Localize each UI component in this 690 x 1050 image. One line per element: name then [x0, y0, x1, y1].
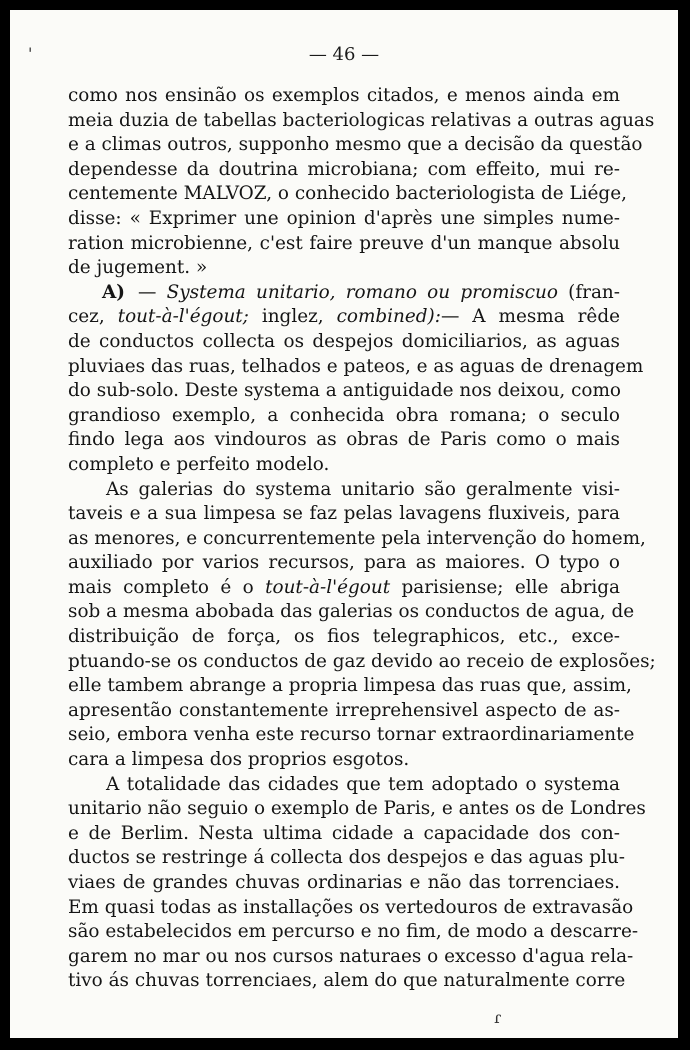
text-line: sob a mesma abobada das galerias os conductos de agua, de	[68, 601, 635, 623]
french-term: tout-à-l'égout	[265, 576, 391, 598]
text-line: seio, embora venha este recurso tornar extraordinariamente	[68, 724, 635, 746]
text-line: são estabelecidos em percurso e no fim, de modo a descarre-	[68, 921, 639, 943]
text-line: auxiliado por varios recursos, para as maiores. O typo o	[68, 552, 620, 574]
text-line: findo lega aos vindouros as obras de Paris como o mais	[68, 429, 620, 451]
text-line: As galerias do systema unitario são geralmente visi-	[106, 478, 620, 500]
english-term: combined):	[336, 306, 441, 328]
page-number: — 46 —	[308, 44, 380, 65]
text-line: tivo ás chuvas torrenciaes, alem do que naturalmente corre	[68, 970, 626, 992]
text-line: dependesse da doutrina microbiana; com effeito, mui re-	[68, 158, 620, 180]
text-line: ductos se restringe á collecta dos despejos e das aguas plu-	[68, 847, 625, 869]
text-line: cez, tout-à-l'égout; inglez, combined):— A mesma rêde	[68, 306, 620, 328]
text-line: as menores, e concurrentemente pela intervenção do homem,	[68, 527, 646, 549]
section-a-heading	[68, 281, 620, 306]
text-line: centemente MALVOZ, o conhecido bacteriologista de Liége,	[68, 183, 627, 205]
text-line: apresentão constantemente irreprehensivel aspecto de as-	[68, 699, 620, 721]
text-line: taveis e a sua limpesa se faz pelas lavagens fluxiveis, para	[68, 503, 620, 525]
section-title: Systema unitario, romano ou promiscuo	[166, 281, 558, 303]
page-body	[68, 84, 656, 994]
section-marker: A)	[102, 281, 125, 303]
text-line: garem no mar ou nos cursos naturaes o excesso d'agua rela-	[68, 945, 634, 967]
text-line: pluviaes das ruas, telhados e pateos, e as aguas de drenagem	[68, 355, 644, 377]
text-line: elle tambem abrange a propria limpesa das ruas que, assim,	[68, 675, 632, 697]
french-term: tout-à-l'égout;	[117, 306, 249, 328]
text-line: unitario não seguio o exemplo de Paris, e antes os de Londres	[68, 798, 646, 820]
text-line: e de Berlim. Nesta ultima cidade a capacidade dos con-	[68, 822, 620, 844]
text-line: meia duzia de tabellas bacteriologicas relativas a outras aguas	[68, 109, 655, 131]
text-line: como nos ensinão os exemplos citados, e menos ainda em	[68, 85, 620, 106]
text-line: do sub-solo. Deste systema a antiguidade nos deixou, como	[68, 380, 621, 402]
document-page	[10, 10, 678, 1038]
text-line: ration microbienne, c'est faire preuve d'un manque absolu	[68, 232, 620, 254]
section-title-tail: (fran-	[557, 281, 620, 303]
text-line: ptuando-se os conductos de gaz devido ao receio de explosões;	[68, 650, 656, 672]
section-dash: —	[138, 281, 167, 303]
text-line: de conductos collecta os despejos domiciliarios, as aguas	[68, 330, 620, 352]
text-line: disse: « Exprimer une opinion d'après une simples nume-	[68, 207, 620, 229]
text-line: cara a limpesa dos proprios esgotos.	[68, 749, 410, 771]
text-line: A totalidade das cidades que tem adoptado o systema	[106, 773, 620, 795]
text-line: mais completo é o tout-à-l'égout parisiense; elle abriga	[68, 576, 620, 598]
text-line: viaes de grandes chuvas ordinarias e não das torrenciaes.	[68, 872, 620, 893]
text-line: e a climas outros, supponho mesmo que a decisão da questão	[68, 134, 643, 156]
text-line: distribuição de força, os fios telegraphicos, etc., exce-	[68, 626, 620, 648]
text-line: Em quasi todas as installações os vertedouros de extravasão	[68, 896, 634, 918]
stray-mark: ɾ	[494, 1008, 502, 1027]
text-line: de jugement. »	[68, 257, 208, 279]
text-line: completo e perfeito modelo.	[68, 453, 330, 475]
stray-mark: '	[28, 44, 33, 63]
text-line: grandioso exemplo, a conhecida obra romana; o seculo	[68, 404, 620, 426]
